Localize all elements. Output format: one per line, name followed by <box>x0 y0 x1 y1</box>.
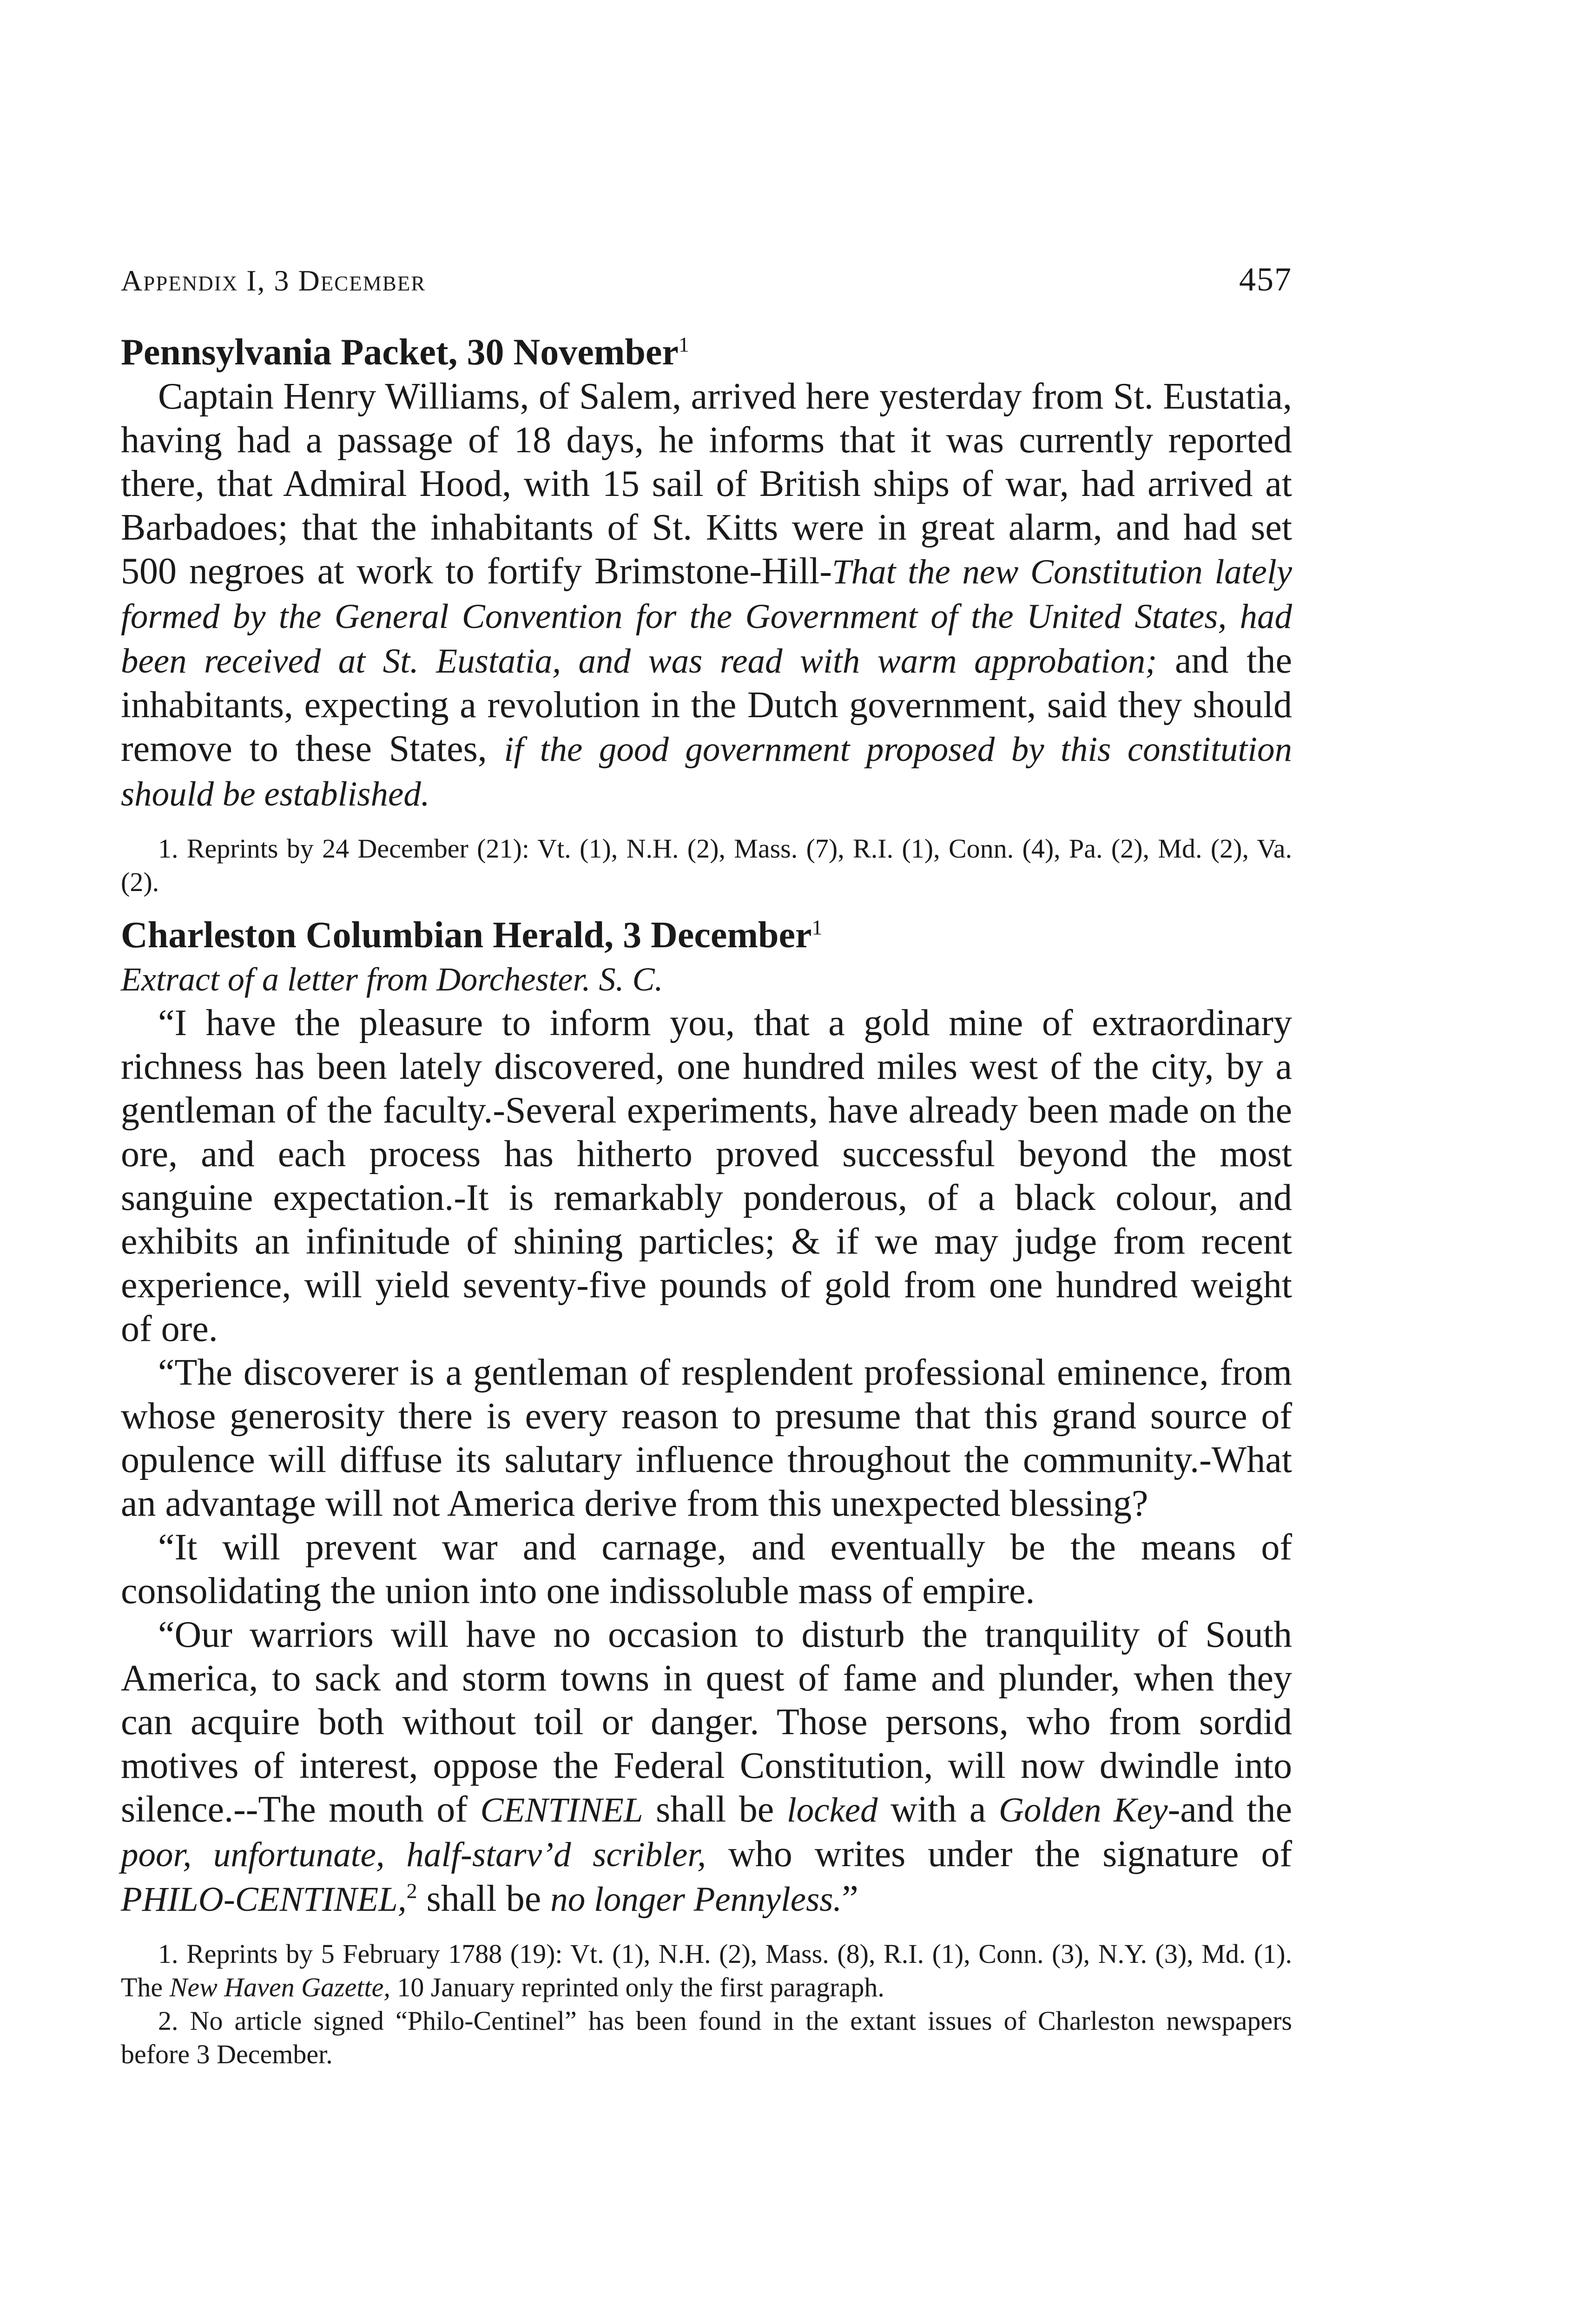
italic-run: That the new Constitution lately formed by the General Convention for the Government of the United States, had been received at St. Eustatia, and was read with warm approbation; <box>121 553 1292 680</box>
article-paragraph <box>121 375 1292 816</box>
footnote-1 <box>121 1937 1292 2004</box>
italic-run: PHILO-CENTINEL, <box>121 1880 407 1919</box>
text-run: Captain Henry Williams, of Salem, arrived here yesterday from St. Eustatia, having had a passage of 18 days, he informs that it was currently reported there, that Admiral Hood, with 15 sail of British ships of war, had arrived at Barbadoes; that the inhabitants of St. Kitts were in great alarm, and had set 500 negroes at work to fortify Brimstone-Hill- <box>121 376 1292 592</box>
text-run: -and the <box>1168 1789 1293 1830</box>
article-paragraph: “It will prevent war and carnage, and eventually be the means of consolidating the union into one indissoluble mass of empire. <box>121 1527 1292 1611</box>
page-number: 457 <box>1239 261 1292 298</box>
footnote-1: 1. Reprints by 24 December (21): Vt. (1), N.H. (2), Mass. (7), R.I. (1), Conn. (4), Pa. (2), Md. (2), Va. (2). <box>121 833 1292 897</box>
article-paragraph: “The discoverer is a gentleman of resplendent professional eminence, from whose generosity there is every reason to presume that this grand source of opulence will diffuse its salutary influence throughout the community.-What an advantage will not America derive from this unexpected blessing? <box>121 1352 1292 1524</box>
text-run: ” <box>842 1878 858 1919</box>
text-run: shall be <box>643 1789 787 1830</box>
running-head <box>121 260 1292 316</box>
section-title-text: Pennsylvania Packet, 30 November <box>121 332 679 373</box>
footnote-ref: 2 <box>406 1879 417 1903</box>
footnote-ref: 1 <box>811 915 823 939</box>
italic-run: poor, unfortunate, half-starv’d scribler, <box>121 1835 706 1874</box>
italic-run: if the good government proposed by this constitution should be established. <box>121 730 1293 813</box>
italic-run: locked <box>786 1791 878 1829</box>
text-run: shall be <box>417 1878 551 1919</box>
italic-run: no longer Pennyless. <box>550 1880 842 1919</box>
text-run: and the inhabitants, expecting a revolution in the Dutch government, said they should remove to these States, <box>121 640 1292 769</box>
text-run: with a <box>877 1789 999 1830</box>
text-run: “Our warriors will have no occasion to disturb the tranquility of South America, to sack and storm towns in quest of fame and plunder, when they can acquire both without toil or danger. Those persons, who from sordid motives of interest, oppose the Federal Constitution, will now dwindle into silence.--The mouth of <box>121 1614 1292 1830</box>
running-head-title: Appendix I, 3 December <box>121 264 426 297</box>
footnotes <box>121 832 1292 899</box>
section-title-pennsylvania-packet <box>121 330 1292 375</box>
footnote-ref: 1 <box>678 332 689 357</box>
article-paragraph: “I have the pleasure to inform you, that a gold mine of extraordinary richness has been lately discovered, one hundred miles west of the city, by a gentleman of the faculty.-Several experiments, have already been made on the ore, and each process has hitherto proved successful beyond the most sanguine expectation.-It is remarkably ponderous, of a black colour, and exhibits an infinitude of shining particles; & if we may judge from recent experience, will yield seventy-five pounds of gold from one hundred weight of ore. <box>121 1003 1292 1349</box>
section-title-columbian-herald <box>121 913 1292 957</box>
text-run: 1. Reprints by 5 February 1788 (19): Vt. (1), N.H. (2), Mass. (8), R.I. (1), Conn. (3), N.Y. (3), Md. (1). The <box>121 1939 1292 2002</box>
footnote-2: 2. No article signed “Philo-Centinel” has been found in the extant issues of Charleston newspapers before 3 December. <box>121 2006 1292 2069</box>
text-run: who writes under the signature of <box>706 1834 1292 1875</box>
section-title-text: Charleston Columbian Herald, 3 December <box>121 915 812 956</box>
italic-run: CENTINEL <box>480 1791 643 1829</box>
letter-subtitle: Extract of a letter from Dorchester. S. C. <box>121 961 663 998</box>
italic-run: New Haven Gazette, <box>169 1972 390 2002</box>
article-paragraph <box>121 1613 1292 1921</box>
document-page <box>121 260 1292 2082</box>
footnotes <box>121 1937 1292 2071</box>
text-run: 10 January reprinted only the first paragraph. <box>390 1972 884 2002</box>
italic-run: Golden Key <box>998 1791 1168 1829</box>
